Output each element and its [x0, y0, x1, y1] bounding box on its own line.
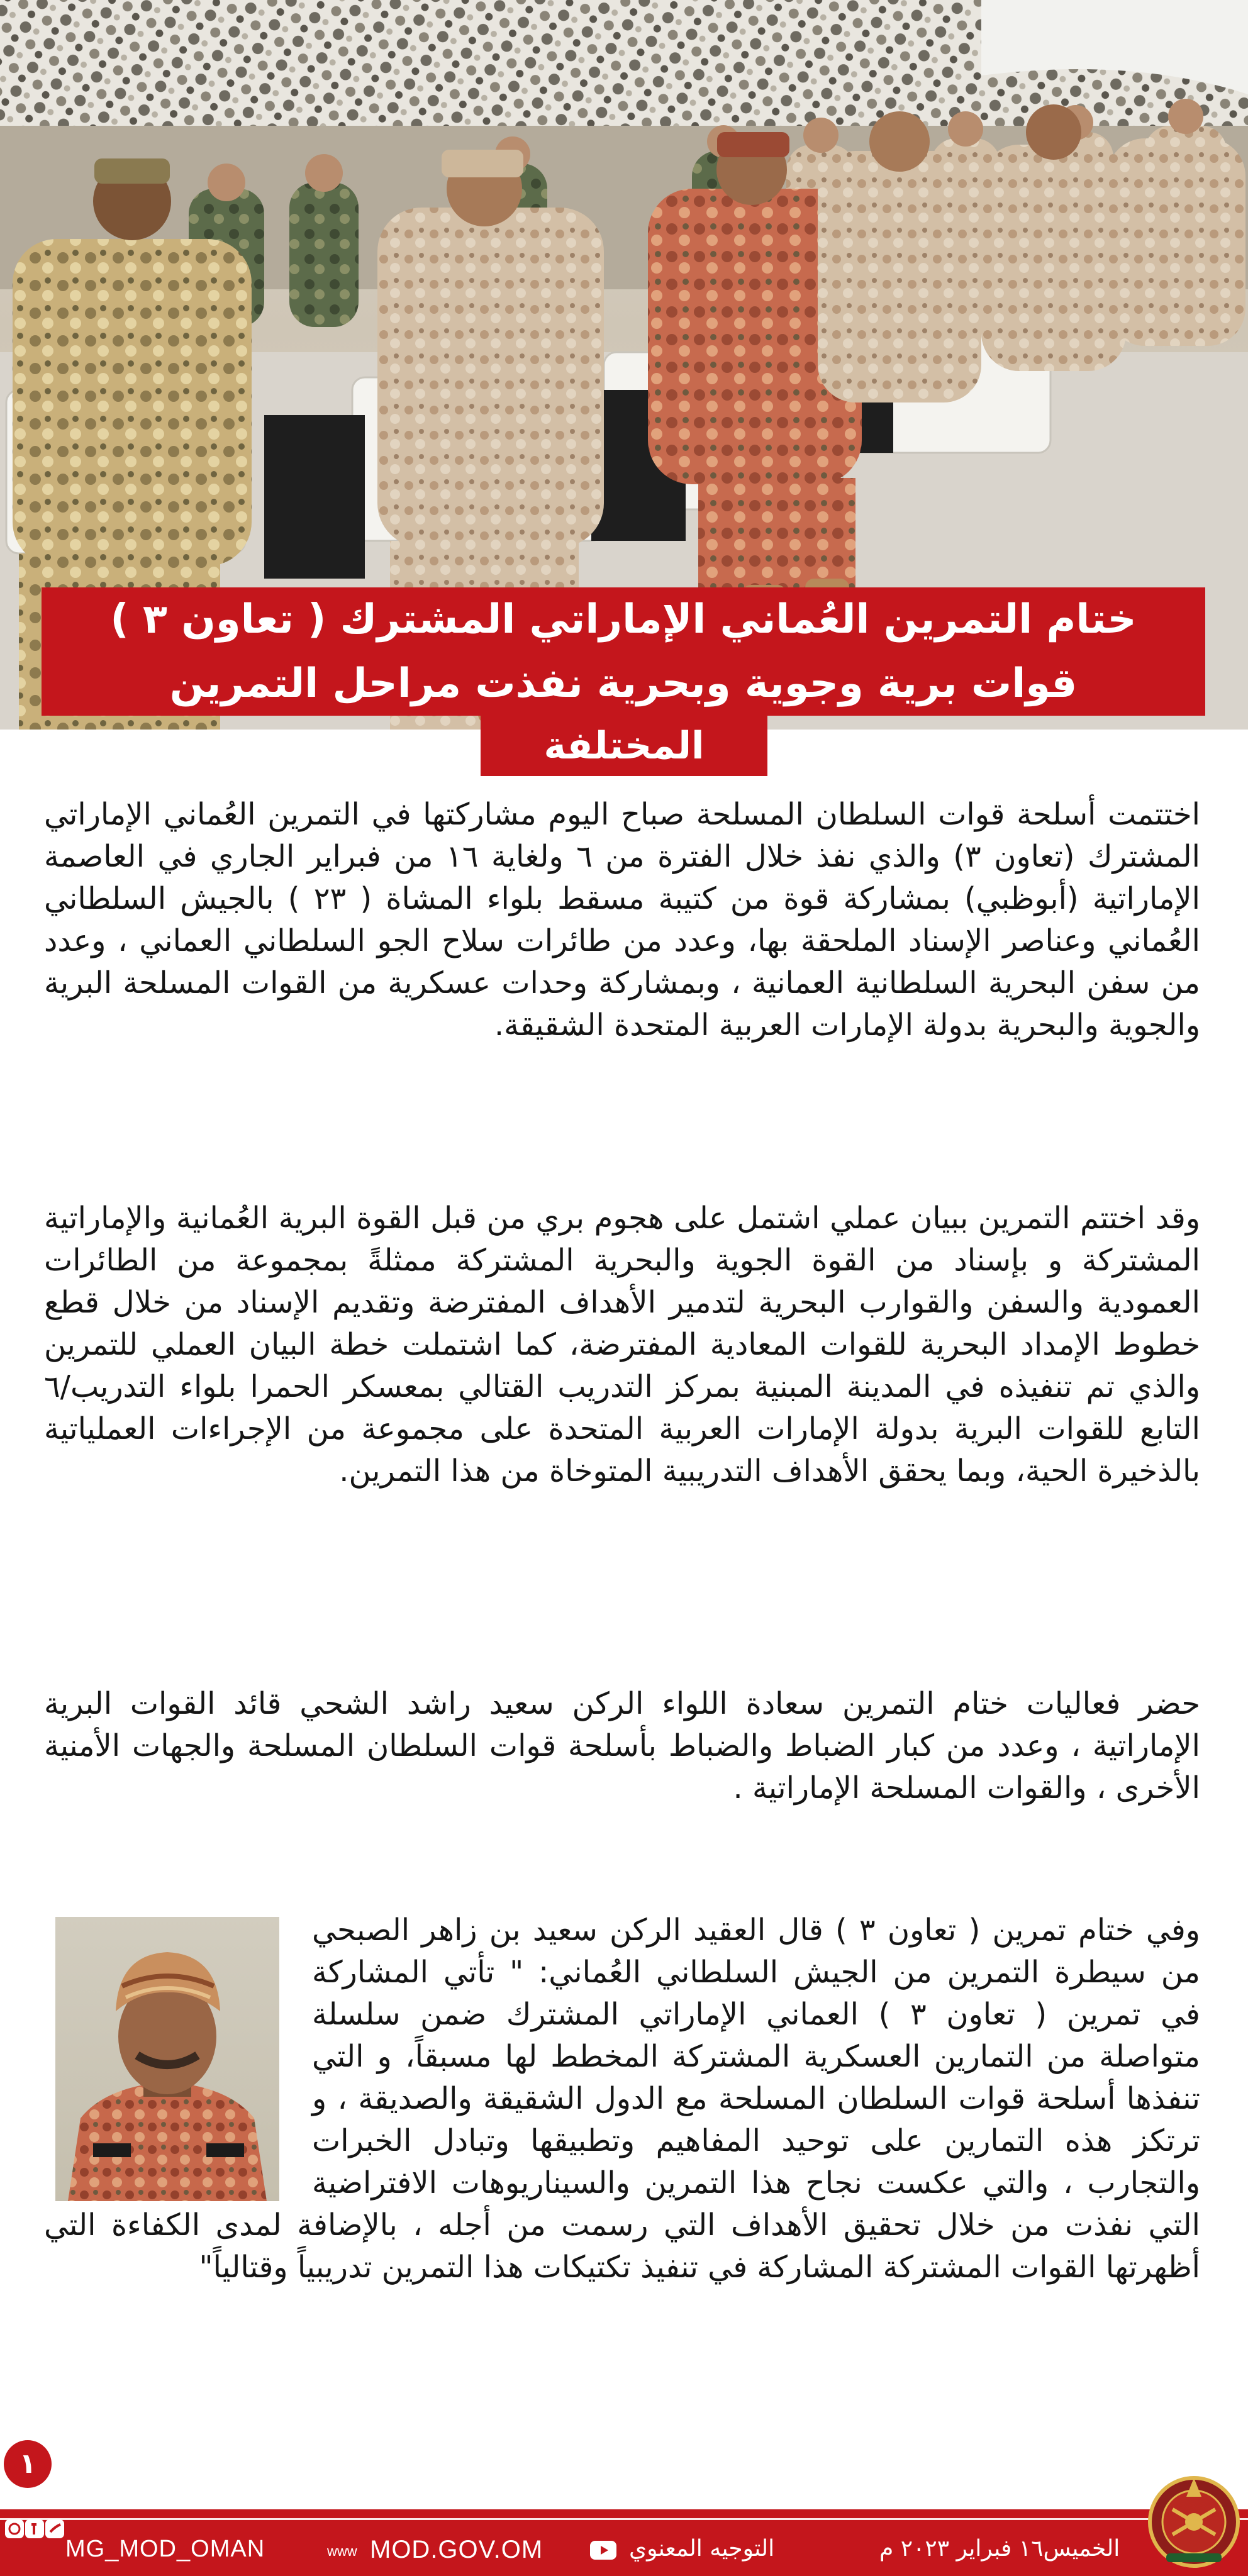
- social-handle[interactable]: MG_MOD_OMAN: [65, 2536, 265, 2562]
- article-paragraph-3: حضر فعاليات ختام التمرين سعادة اللواء الركن سعيد راشد الشحي قائد القوات البرية الإماراتية ، وعدد من كبار الضباط والضباط بأسلحة قوات السلطان المسلحة والجهات الأمنية الأخرى ، والقوات المسلحة الإماراتية .: [44, 1686, 1200, 1806]
- social-icons[interactable]: [0, 2503, 69, 2576]
- headline-line-2: قوات برية وجوية وبحرية نفذت مراحل التمرين: [42, 652, 1205, 716]
- headline-line-1: ختام التمرين العُماني الإماراتي المشترك ( تعاون ٣ ): [42, 587, 1205, 652]
- website-link[interactable]: MOD.GOV.OM: [370, 2536, 543, 2563]
- youtube-icon[interactable]: [590, 2541, 616, 2560]
- social-icons-cluster: [5, 2519, 64, 2538]
- officer-portrait: [55, 1917, 279, 2201]
- website-prefix: www: [327, 2543, 357, 2559]
- publish-date: الخميس١٦ فبراير ٢٠٢٣ م: [879, 2536, 1120, 2562]
- ministry-emblem: [1145, 2465, 1243, 2572]
- footer-rule: [0, 2518, 1248, 2520]
- footer-bar: [0, 2509, 1248, 2576]
- page-number: ١: [4, 2440, 52, 2488]
- article-paragraph-1: اختتمت أسلحة قوات السلطان المسلحة صباح اليوم مشاركتها في التمرين العُماني الإماراتي المشترك (تعاون ٣) والذي نفذ خلال الفترة من ٦ ولغاية ١٦ من فبراير الجاري في العاصمة الإماراتية (أبوظبي) بمشاركة قوة من كتيبة مسقط بلواء المشاة ( ٢٣ ) بالجيش السلطاني العُماني وعناصر الإسناد الملحقة بها، وعدد من طائرات سلاح الجو السلطاني العماني ، وعدد من سفن البحرية السلطانية العمانية ، وبمشاركة وحدات عسكرية من القوات المسلحة البرية والجوية والبحرية بدولة الإمارات العربية المتحدة الشقيقة.: [44, 797, 1201, 1043]
- article-paragraph-2: وقد اختتم التمرين ببيان عملي اشتمل على هجوم بري من قبل القوة البرية العُمانية والإماراتية المشتركة و بإسناد من القوة الجوية والبحرية المشتركة ممثلةً بمجموعة من الطائرات العمودية والسفن والقوارب البحرية لتدمير الأهداف المفترضة وتقديم الإسناد من خلال قطع خطوط الإمداد البحرية للقوات المعادية المفترضة، كما اشتملت خطة البيان العملي للتمرين والذي تم تنفيذه في المدينة المبنية بمركز التدريب القتالي بمعسكر الحمرا بلواء التدريب/٦ التابع للقوات البرية بدولة الإمارات العربية المتحدة على مجموعة من الإجراءات العملياتية بالذخيرة الحية، وبما يحقق الأهداف التدريبية المتوخاة من هذا التمرين.: [44, 1201, 1200, 1489]
- officer-portrait-figure: [55, 1917, 279, 2201]
- headline-line-3: المختلفة: [481, 716, 767, 776]
- channel-name[interactable]: التوجيه المعنوي: [629, 2536, 775, 2562]
- article-paragraph-4-text: وفي ختام تمرين ( تعاون ٣ ) قال العقيد الركن سعيد بن زاهر الصبحي من سيطرة التمرين من الجيش السلطاني العُماني: " تأتي المشاركة في تمرين ( تعاون ٣ ) العماني الإماراتي المشترك ضمن سلسلة متواصلة من التمارين العسكرية المشتركة المخطط لها مسبقاً، و التي تنفذها أسلحة قوات السلطان المسلحة مع الدول الشقيقة والصديقة ، و ترتكز هذه التمارين على توحيد المفاهيم وتطبيقها وتبادل الخبرات والتجارب ، والتي عكست نجاح هذا التمرين والسيناريوهات الافتراضية التي نفذت من خلال تحقيق الأهداف التي رسمت من أجله ، بالإضافة لمدى الكفاءة التي أظهرتها القوات المشتركة المشاركة في تنفيذ تكتيكات هذا التمرين تدريبياً وقتالياً": [44, 1913, 1200, 2285]
